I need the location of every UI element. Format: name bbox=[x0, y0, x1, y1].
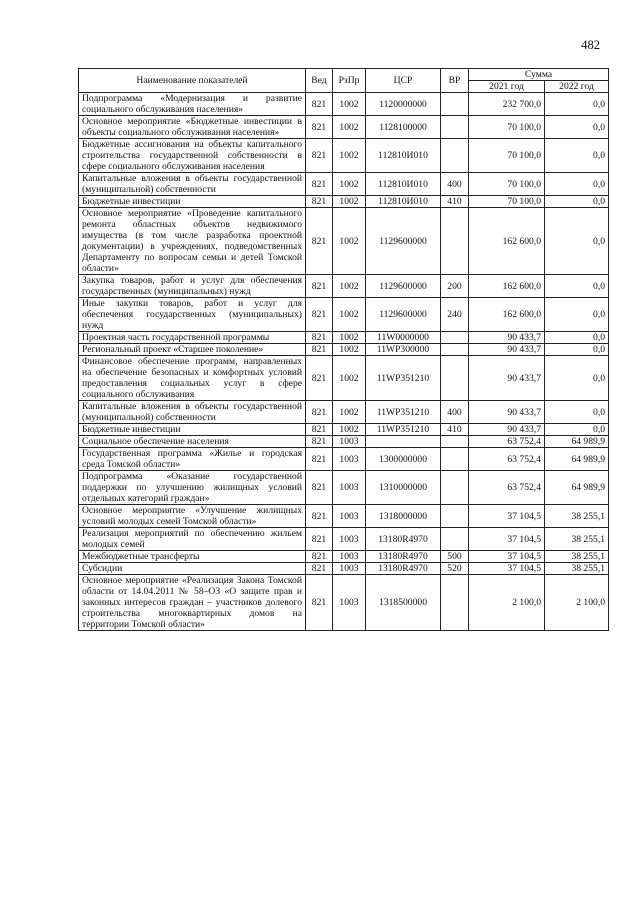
table-row bbox=[79, 528, 609, 551]
cell-name: Капитальные вложения в объекты государственной (муниципальной) собственности bbox=[79, 401, 306, 424]
cell-name: Иные закупки товаров, работ и услуг для обеспечения государственных (муниципальных) нужд bbox=[79, 298, 306, 332]
cell-csr: 1120000000 bbox=[366, 93, 441, 116]
cell-rzpr: 1002 bbox=[333, 93, 366, 116]
cell-sum-2021: 162 600,0 bbox=[469, 208, 545, 275]
cell-sum-2022: 38 255,1 bbox=[545, 505, 609, 528]
cell-sum-2022: 38 255,1 bbox=[545, 528, 609, 551]
cell-sum-2021: 90 433,7 bbox=[469, 424, 545, 436]
cell-ved: 821 bbox=[306, 298, 333, 332]
cell-sum-2021: 37 104,5 bbox=[469, 505, 545, 528]
cell-rzpr: 1002 bbox=[333, 356, 366, 401]
cell-ved: 821 bbox=[306, 448, 333, 471]
cell-ved: 821 bbox=[306, 208, 333, 275]
cell-sum-2021: 63 752,4 bbox=[469, 471, 545, 505]
cell-rzpr: 1003 bbox=[333, 448, 366, 471]
cell-ved: 821 bbox=[306, 563, 333, 575]
header-year-2021: 2021 год bbox=[469, 81, 545, 93]
cell-sum-2021: 70 100,0 bbox=[469, 196, 545, 208]
cell-sum-2022: 2 100,0 bbox=[545, 575, 609, 631]
cell-ved: 821 bbox=[306, 275, 333, 298]
cell-rzpr: 1002 bbox=[333, 139, 366, 173]
table-row bbox=[79, 401, 609, 424]
cell-vr: 240 bbox=[441, 298, 469, 332]
cell-csr: 1128100000 bbox=[366, 116, 441, 139]
cell-rzpr: 1002 bbox=[333, 116, 366, 139]
table-row bbox=[79, 196, 609, 208]
header-sum: Сумма bbox=[469, 69, 609, 81]
cell-sum-2021: 90 433,7 bbox=[469, 401, 545, 424]
cell-vr bbox=[441, 93, 469, 116]
cell-vr bbox=[441, 344, 469, 356]
cell-ved: 821 bbox=[306, 116, 333, 139]
cell-vr: 520 bbox=[441, 563, 469, 575]
table-row bbox=[79, 424, 609, 436]
cell-name: Основное мероприятие «Проведение капитального ремонта областных объектов недвижимого имущества (в том числе разработка проектной документации) в учреждениях, подведомственных Департаменту по вопросам семьи и детей Томской области» bbox=[79, 208, 306, 275]
cell-sum-2021: 2 100,0 bbox=[469, 575, 545, 631]
header-csr: ЦСР bbox=[366, 69, 441, 93]
table-row bbox=[79, 173, 609, 196]
cell-ved: 821 bbox=[306, 344, 333, 356]
cell-rzpr: 1002 bbox=[333, 208, 366, 275]
cell-name: Основное мероприятие «Улучшение жилищных условий молодых семей Томской области» bbox=[79, 505, 306, 528]
cell-csr: 13180R4970 bbox=[366, 528, 441, 551]
cell-sum-2022: 0,0 bbox=[545, 298, 609, 332]
cell-vr: 400 bbox=[441, 401, 469, 424]
cell-vr bbox=[441, 436, 469, 448]
cell-csr: 1129600000 bbox=[366, 275, 441, 298]
cell-ved: 821 bbox=[306, 332, 333, 344]
cell-sum-2021: 90 433,7 bbox=[469, 344, 545, 356]
cell-name: Подпрограмма «Оказание государственной поддержки по улучшению жилищных условий отдельных категорий граждан» bbox=[79, 471, 306, 505]
cell-sum-2022: 0,0 bbox=[545, 173, 609, 196]
table-row bbox=[79, 275, 609, 298]
cell-sum-2022: 64 989,9 bbox=[545, 471, 609, 505]
cell-csr: 1310000000 bbox=[366, 471, 441, 505]
table-row bbox=[79, 563, 609, 575]
cell-rzpr: 1002 bbox=[333, 173, 366, 196]
cell-sum-2022: 38 255,1 bbox=[545, 551, 609, 563]
cell-sum-2022: 0,0 bbox=[545, 208, 609, 275]
cell-name: Межбюджетные трансферты bbox=[79, 551, 306, 563]
cell-rzpr: 1003 bbox=[333, 528, 366, 551]
cell-name: Капитальные вложения в объекты государственной (муниципальной) собственности bbox=[79, 173, 306, 196]
cell-csr: 13180R4970 bbox=[366, 563, 441, 575]
cell-sum-2022: 0,0 bbox=[545, 196, 609, 208]
cell-vr bbox=[441, 356, 469, 401]
cell-ved: 821 bbox=[306, 436, 333, 448]
table-row bbox=[79, 139, 609, 173]
cell-csr: 1300000000 bbox=[366, 448, 441, 471]
table-row bbox=[79, 332, 609, 344]
budget-table bbox=[78, 68, 609, 631]
cell-rzpr: 1003 bbox=[333, 563, 366, 575]
cell-ved: 821 bbox=[306, 505, 333, 528]
cell-csr: 11WP351210 bbox=[366, 356, 441, 401]
cell-name: Основное мероприятие «Реализация Закона Томской области от 14.04.2011 № 58–ОЗ «О защите прав и законных интересов граждан – участников долевого строительства многоквартирных домов на территории Томской области» bbox=[79, 575, 306, 631]
cell-rzpr: 1002 bbox=[333, 332, 366, 344]
cell-sum-2022: 38 255,1 bbox=[545, 563, 609, 575]
cell-ved: 821 bbox=[306, 173, 333, 196]
cell-sum-2022: 64 989,9 bbox=[545, 436, 609, 448]
cell-ved: 821 bbox=[306, 551, 333, 563]
header-rzpr: РзПр bbox=[333, 69, 366, 93]
table-body bbox=[79, 93, 609, 631]
cell-sum-2022: 0,0 bbox=[545, 424, 609, 436]
cell-vr: 410 bbox=[441, 196, 469, 208]
cell-sum-2021: 37 104,5 bbox=[469, 551, 545, 563]
table-row bbox=[79, 344, 609, 356]
cell-name: Социальное обеспечение населения bbox=[79, 436, 306, 448]
cell-rzpr: 1002 bbox=[333, 275, 366, 298]
cell-sum-2022: 0,0 bbox=[545, 401, 609, 424]
cell-sum-2022: 0,0 bbox=[545, 356, 609, 401]
page-number: 482 bbox=[581, 38, 600, 52]
cell-rzpr: 1003 bbox=[333, 471, 366, 505]
cell-rzpr: 1003 bbox=[333, 551, 366, 563]
table-row bbox=[79, 298, 609, 332]
header-vr: ВР bbox=[441, 69, 469, 93]
cell-csr: 11WP351210 bbox=[366, 424, 441, 436]
cell-name: Государственная программа «Жилье и городская среда Томской области» bbox=[79, 448, 306, 471]
cell-sum-2021: 232 700,0 bbox=[469, 93, 545, 116]
cell-vr bbox=[441, 448, 469, 471]
cell-name: Бюджетные инвестиции bbox=[79, 196, 306, 208]
cell-name: Реализация мероприятий по обеспечению жильем молодых семей bbox=[79, 528, 306, 551]
cell-sum-2021: 90 433,7 bbox=[469, 356, 545, 401]
cell-sum-2021: 37 104,5 bbox=[469, 563, 545, 575]
cell-ved: 821 bbox=[306, 356, 333, 401]
cell-name: Закупка товаров, работ и услуг для обеспечения государственных (муниципальных) нужд bbox=[79, 275, 306, 298]
cell-ved: 821 bbox=[306, 575, 333, 631]
cell-sum-2022: 0,0 bbox=[545, 93, 609, 116]
cell-ved: 821 bbox=[306, 139, 333, 173]
cell-sum-2021: 162 600,0 bbox=[469, 275, 545, 298]
cell-ved: 821 bbox=[306, 401, 333, 424]
cell-rzpr: 1003 bbox=[333, 436, 366, 448]
cell-ved: 821 bbox=[306, 471, 333, 505]
cell-vr: 200 bbox=[441, 275, 469, 298]
table-header bbox=[79, 69, 609, 93]
cell-sum-2022: 64 989,9 bbox=[545, 448, 609, 471]
cell-csr: 1129600000 bbox=[366, 298, 441, 332]
cell-csr: 112810И010 bbox=[366, 139, 441, 173]
cell-vr: 500 bbox=[441, 551, 469, 563]
cell-vr bbox=[441, 332, 469, 344]
table-row bbox=[79, 93, 609, 116]
cell-name: Подпрограмма «Модернизация и развитие социального обслуживания населения» bbox=[79, 93, 306, 116]
header-name: Наименование показателей bbox=[79, 69, 306, 93]
cell-csr: 1129600000 bbox=[366, 208, 441, 275]
cell-vr: 410 bbox=[441, 424, 469, 436]
cell-sum-2021: 63 752,4 bbox=[469, 448, 545, 471]
cell-sum-2021: 70 100,0 bbox=[469, 139, 545, 173]
cell-ved: 821 bbox=[306, 528, 333, 551]
cell-sum-2021: 37 104,5 bbox=[469, 528, 545, 551]
cell-vr bbox=[441, 505, 469, 528]
cell-vr bbox=[441, 139, 469, 173]
cell-csr: 11WP300000 bbox=[366, 344, 441, 356]
cell-sum-2021: 90 433,7 bbox=[469, 332, 545, 344]
table-row bbox=[79, 551, 609, 563]
cell-name: Финансовое обеспечение программ, направленных на обеспечение безопасных и комфортных условий предоставления социальных услуг в сфере социального обслуживания bbox=[79, 356, 306, 401]
cell-rzpr: 1002 bbox=[333, 401, 366, 424]
cell-rzpr: 1003 bbox=[333, 575, 366, 631]
cell-vr bbox=[441, 575, 469, 631]
table-row bbox=[79, 448, 609, 471]
table-row bbox=[79, 436, 609, 448]
cell-name: Проектная часть государственной программы bbox=[79, 332, 306, 344]
table-row bbox=[79, 505, 609, 528]
table-row bbox=[79, 575, 609, 631]
cell-sum-2022: 0,0 bbox=[545, 344, 609, 356]
cell-rzpr: 1002 bbox=[333, 424, 366, 436]
cell-name: Субсидии bbox=[79, 563, 306, 575]
table-row bbox=[79, 208, 609, 275]
cell-rzpr: 1002 bbox=[333, 196, 366, 208]
cell-ved: 821 bbox=[306, 196, 333, 208]
cell-csr: 13180R4970 bbox=[366, 551, 441, 563]
cell-sum-2021: 63 752,4 bbox=[469, 436, 545, 448]
table-row bbox=[79, 471, 609, 505]
table-row bbox=[79, 116, 609, 139]
header-year-2022: 2022 год bbox=[545, 81, 609, 93]
cell-rzpr: 1003 bbox=[333, 505, 366, 528]
cell-sum-2022: 0,0 bbox=[545, 332, 609, 344]
cell-name: Основное мероприятие «Бюджетные инвестиции в объекты социального обслуживания населения» bbox=[79, 116, 306, 139]
cell-rzpr: 1002 bbox=[333, 344, 366, 356]
cell-csr: 1318000000 bbox=[366, 505, 441, 528]
cell-vr: 400 bbox=[441, 173, 469, 196]
cell-vr bbox=[441, 528, 469, 551]
cell-csr: 112810И010 bbox=[366, 196, 441, 208]
table-row bbox=[79, 356, 609, 401]
cell-csr: 11WP351210 bbox=[366, 401, 441, 424]
cell-ved: 821 bbox=[306, 93, 333, 116]
cell-vr bbox=[441, 208, 469, 275]
cell-ved: 821 bbox=[306, 424, 333, 436]
cell-name: Бюджетные ассигнования на объекты капитального строительства государственной собственности в сфере социального обслуживания населения bbox=[79, 139, 306, 173]
cell-sum-2022: 0,0 bbox=[545, 275, 609, 298]
cell-name: Бюджетные инвестиции bbox=[79, 424, 306, 436]
cell-sum-2022: 0,0 bbox=[545, 116, 609, 139]
cell-csr bbox=[366, 436, 441, 448]
cell-vr bbox=[441, 116, 469, 139]
cell-name: Региональный проект «Старшее поколение» bbox=[79, 344, 306, 356]
header-ved: Вед bbox=[306, 69, 333, 93]
cell-sum-2022: 0,0 bbox=[545, 139, 609, 173]
cell-csr: 11W0000000 bbox=[366, 332, 441, 344]
cell-vr bbox=[441, 471, 469, 505]
cell-csr: 1318500000 bbox=[366, 575, 441, 631]
cell-sum-2021: 70 100,0 bbox=[469, 116, 545, 139]
cell-sum-2021: 162 600,0 bbox=[469, 298, 545, 332]
cell-rzpr: 1002 bbox=[333, 298, 366, 332]
cell-csr: 112810И010 bbox=[366, 173, 441, 196]
cell-sum-2021: 70 100,0 bbox=[469, 173, 545, 196]
